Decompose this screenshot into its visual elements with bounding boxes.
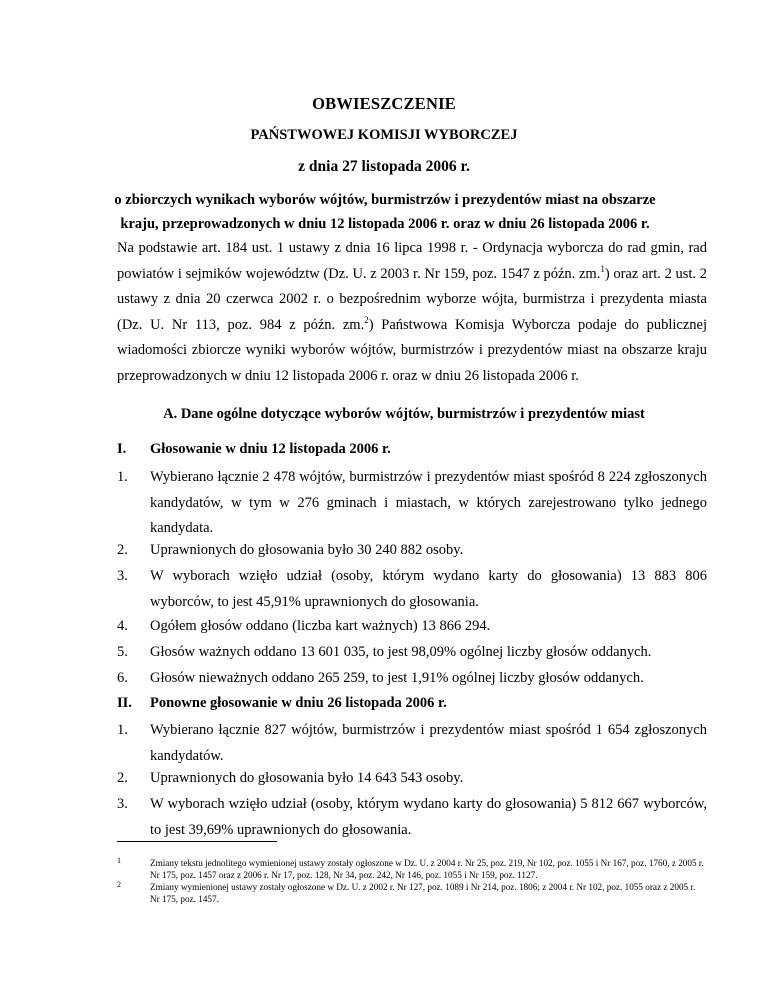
item-number: 3. [117, 568, 128, 584]
item-text: Uprawnionych do głosowania było 14 643 543 osoby. [150, 770, 464, 786]
item-number: 3. [117, 796, 128, 812]
item-number: 6. [117, 670, 128, 686]
footnote-ref[interactable]: 1 [600, 263, 605, 274]
item-number: 2. [117, 770, 128, 786]
issuing-authority: PAŃSTWOWEJ KOMISJI WYBORCZEJ [250, 127, 518, 143]
item-number: 1. [117, 722, 128, 738]
item-text: Głosów nieważnych oddano 265 259, to jest 1,91% ogólnej liczby głosów oddanych. [150, 670, 644, 686]
part-title: Głosowanie w dniu 12 listopada 2006 r. [150, 441, 391, 457]
subject-line: o zbiorczych wynikach wyborów wójtów, burmistrzów i prezydentów miast na obszarze [114, 192, 656, 208]
item-text: Wybierano łącznie 2 478 wójtów, burmistrzów i prezydentów miast spośród 8 224 zgłoszonych kandydatów, w tym w 276 gminach i miastach, w których zarejestrowano tylko jednego kandydata. [150, 469, 707, 536]
item-text: Uprawnionych do głosowania było 30 240 882 osoby. [150, 542, 464, 558]
footnote-text: Zmiany wymienionej ustawy zostały ogłoszone w Dz. U. z 2002 r. Nr 127, poz. 1089 i Nr 214, poz. 1806; z 2004 r. Nr 102, poz. 1055 oraz z 2005 r. Nr 175, poz. 1457. [150, 882, 696, 904]
subject-line: kraju, przeprowadzonych w dniu 12 listopada 2006 r. oraz w dniu 26 listopada 2006 r. [120, 216, 650, 232]
document-title: OBWIESZCZENIE [312, 94, 456, 113]
item-text: W wyborach wzięło udział (osoby, którym wydano karty do głosowania) 13 883 806 wyborców, to jest 45,91% uprawnionych do głosowania. [150, 568, 707, 610]
document-subject [60, 188, 710, 236]
item-number: 1. [117, 469, 128, 485]
intro-text: ) oraz art. 2 ust. 2 ustawy z dnia 20 czerwca 2002 r. o bezpośrednim wyborze wójta, burmistrza i prezydenta miasta (Dz. U. Nr 113, poz. 984 z późn. zm. [117, 265, 707, 333]
item-text: Ogółem głosów oddano (liczba kart ważnych) 13 866 294. [150, 618, 491, 634]
intro-text: ) Państwowa Komisja Wyborcza podaje do publicznej wiadomości zbiorcze wyniki wyborów wójtów, burmistrzów i prezydentów miast na obszarze kraju przeprowadzonych w dniu 12 listopada 2006 r. oraz w dniu 26 listopada 2006 r. [117, 316, 708, 384]
item-number: 4. [117, 618, 128, 634]
section-heading: A. Dane ogólne dotyczące wyborów wójtów, burmistrzów i prezydentów miast [163, 406, 645, 422]
document-date: z dnia 27 listopada 2006 r. [298, 158, 470, 175]
part-numeral: I. [117, 441, 127, 457]
part-title: Ponowne głosowanie w dniu 26 listopada 2006 r. [150, 695, 447, 711]
item-text: W wyborach wzięło udział (osoby, którym wydano karty do głosowania) 5 812 667 wyborców, to jest 39,69% uprawnionych do głosowania. [150, 796, 707, 838]
item-text: Głosów ważnych oddano 13 601 035, to jest 98,09% ogólnej liczby głosów oddanych. [150, 644, 652, 660]
footnote-mark: 2 [117, 880, 121, 889]
part-numeral: II. [117, 695, 132, 711]
intro-paragraph [117, 236, 707, 389]
item-text: Wybierano łącznie 827 wójtów, burmistrzów i prezydentów miast spośród 1 654 zgłoszonych kandydatów. [150, 722, 707, 764]
footnote-mark: 1 [117, 856, 121, 865]
intro-text: Na podstawie art. 184 ust. 1 ustawy z dnia 16 lipca 1998 r. - Ordynacja wyborcza do rad gmin, rad powiatów i sejmików województw (Dz. U. z 2003 r. Nr 159, poz. 1547 z późn. zm. [117, 240, 707, 282]
footnote-ref[interactable]: 2 [364, 314, 369, 325]
item-number: 2. [117, 542, 128, 558]
footnote-separator [117, 841, 277, 842]
item-number: 5. [117, 644, 128, 660]
footnote-text: Zmiany tekstu jednolitego wymienionej ustawy zostały ogłoszone w Dz. U. z 2004 r. Nr 25, poz. 219, Nr 102, poz. 1055 i Nr 167, poz. 1760, z 2005 r. Nr 175, poz. 1457 oraz z 2006 r. Nr 17, poz. 128, Nr 34, poz. 242, Nr 146, poz. 1055 i Nr 159, poz. 1127. [150, 858, 704, 880]
